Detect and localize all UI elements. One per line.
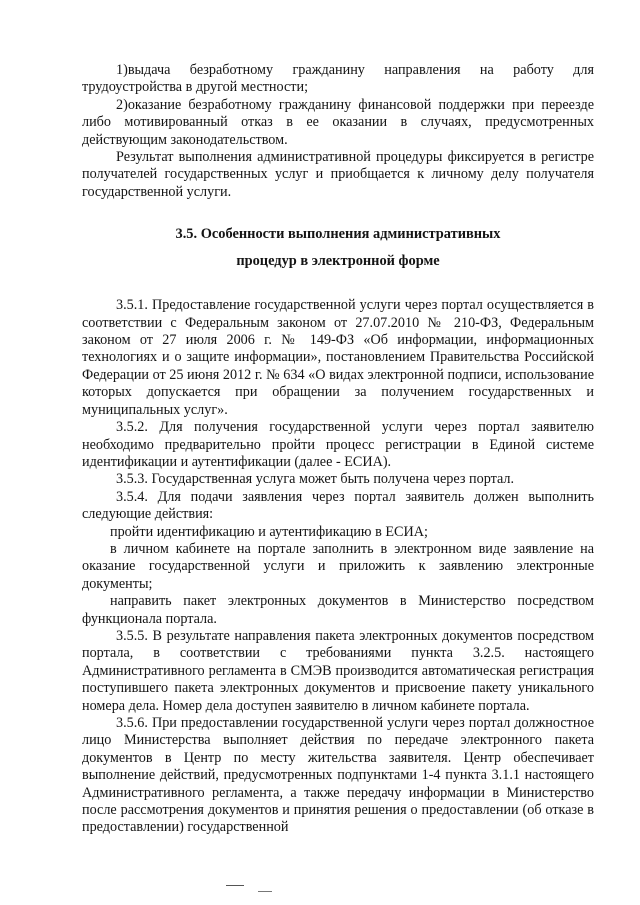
paragraph-3-5-1: 3.5.1. Предоставление государственной услуги через портал осуществляется в соответствии с Федеральным законом от 27.07.2010 № 210-ФЗ, Федеральным законом от 27 июля 2006 г. № 149-ФЗ «Об информации, информационных технологиях и о защите информации», постановлением Правительства Российской Федерации от 25 июня 2012 г. № 634 «О видах электронной подписи, использование которых допускается при обращении за получением государственных и муниципальных услуг». (82, 297, 594, 418)
paragraph-step-esia: пройти идентификацию и аутентификацию в ЕСИА; (110, 523, 428, 540)
paragraph-step-send: направить пакет электронных документов в Министерство посредством функционала портала. (82, 593, 594, 627)
paragraph-3-5-2: 3.5.2. Для получения государственной услуги через портал заявителю необходимо предварительно пройти процесс регистрации в Единой системе идентификации и аутентификации (далее - ЕСИА). (82, 419, 594, 470)
section-heading (82, 221, 594, 275)
paragraph-step-cabinet: в личном кабинете на портале заполнить в электронном виде заявление на оказание государственной услуги и приложить к заявлению электронные документы; (82, 540, 594, 592)
paragraph-3-5-3: 3.5.3. Государственная услуга может быть получена через портал. (116, 471, 515, 488)
paragraph-3-5-4: 3.5.4. Для подачи заявления через портал заявитель должен выполнить следующие действия: (82, 488, 594, 523)
paragraph-item-2: 2)оказание безработному гражданину финансовой поддержки при переезде либо мотивированный отказ в ее оказании в случаях, предусмотренных действующим законодательством. (82, 96, 594, 148)
paragraph-3-5-5: 3.5.5. В результате направления пакета электронных документов посредством портала, в соответствии с требованиями пункта 3.2.5. настоящего Административного регламента в СМЭВ производится автоматическая регистрация поступившего пакета электронных документов и присвоение пакету уникального номера дела. Номер дела доступен заявителю в личном кабинете портала. (82, 627, 594, 714)
section-title-line1: 3.5. Особенности выполнения административных (175, 226, 501, 243)
scan-mark (226, 885, 244, 886)
paragraph-item-1: 1)выдача безработному гражданину направления на работу для трудоустройства в другой местности; (82, 62, 594, 96)
paragraph-result: Результат выполнения административной процедуры фиксируется в регистре получателей государственных услуг и приобщается к личному делу получателя государственной услуги. (82, 149, 594, 200)
section-title-line2: процедур в электронной форме (236, 253, 440, 270)
paragraph-3-5-6: 3.5.6. При предоставлении государственной услуги через портал должностное лицо Министерства выполняет действия по передаче электронного пакета документов в Центр по месту жительства заявителя. Центр обеспечивает выполнение действий, предусмотренных подпунктами 1-4 пункта 3.1.1 настоящего Административного регламента, а также передачу информации в Министерство после рассмотрения документов и принятия решения о предоставлении (об отказе в предоставлении) государственной (82, 715, 594, 836)
scan-mark (258, 891, 272, 892)
